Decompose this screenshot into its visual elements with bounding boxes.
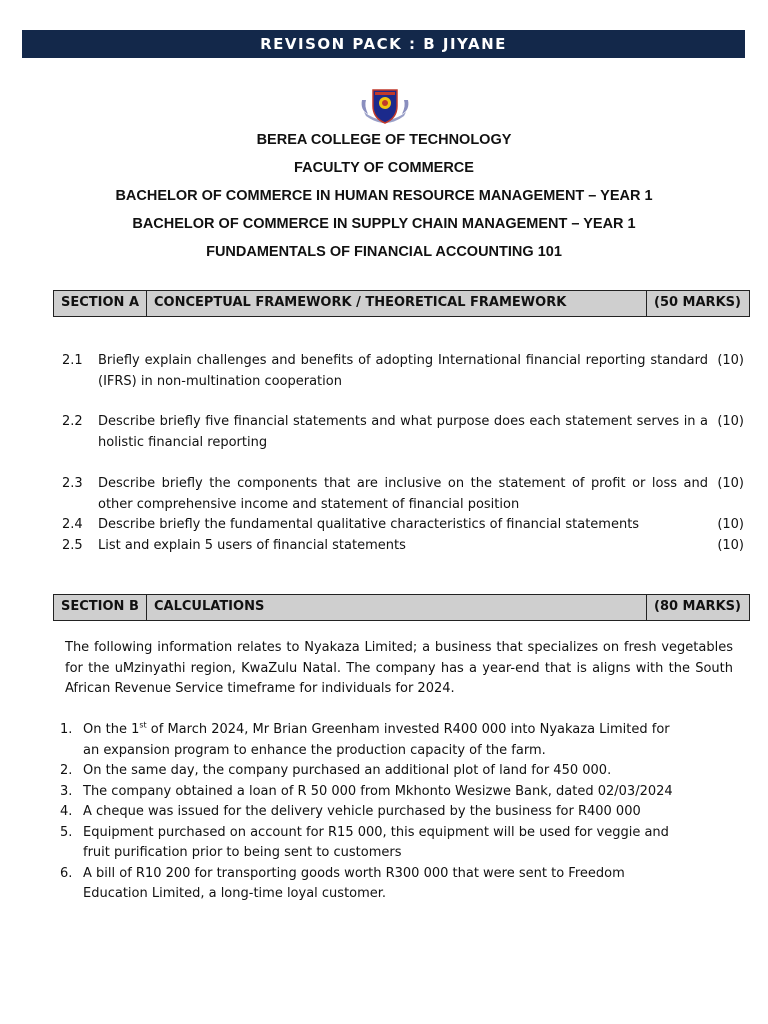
document-header — [0, 130, 768, 270]
section-a-header — [53, 290, 750, 317]
item-number: 3. — [60, 783, 73, 799]
section-a-marks: (50 MARKS) — [654, 295, 741, 310]
item-number: 6. — [60, 865, 73, 881]
ordinal-suffix: st — [139, 720, 147, 730]
question-number: 2.5 — [62, 538, 83, 553]
section-b-marks: (80 MARKS) — [654, 599, 741, 614]
transaction-list — [60, 720, 690, 905]
list-item — [60, 802, 690, 823]
item-text: A cheque was issued for the delivery vehicle purchased by the business for R400 000 — [83, 804, 641, 819]
faculty-name: FACULTY OF COMMERCE — [294, 160, 474, 176]
question-marks: (10) — [717, 414, 744, 429]
item-number: 1. — [60, 722, 73, 737]
question-text: Briefly explain challenges and benefits of adopting International financial reporting standard (IFRS) in non-multination cooperation — [98, 353, 708, 389]
question-2-1 — [62, 351, 746, 392]
item-text: The company obtained a loan of R 50 000 from Mkhonto Wesizwe Bank, dated 02/03/2024 — [83, 783, 673, 799]
question-marks: (10) — [717, 353, 744, 368]
question-text: Describe briefly the fundamental qualitative characteristics of financial statements — [98, 517, 640, 532]
section-a-title: CONCEPTUAL FRAMEWORK / THEORETICAL FRAMEWORK — [147, 291, 647, 316]
item-number: 2. — [60, 763, 73, 778]
section-b-intro: The following information relates to Nyakaza Limited; a business that specializes on fresh vegetables for the uMzinyathi region, KwaZulu Natal. The company has a year-end that is aligns with the South African Revenue Service timeframe for individuals for 2024. — [65, 640, 733, 696]
section-b-header — [53, 594, 750, 621]
question-text: Describe briefly the components that are inclusive on the statement of profit or loss and other comprehensive income and statement of financial position — [98, 476, 708, 512]
list-item — [60, 720, 690, 761]
question-number: 2.1 — [62, 353, 83, 368]
section-a-label: SECTION A — [54, 291, 147, 316]
question-marks: (10) — [717, 476, 744, 491]
question-marks: (10) — [717, 517, 744, 532]
institution-name: BEREA COLLEGE OF TECHNOLOGY — [256, 132, 512, 148]
item-text: A bill of R10 200 for transporting goods worth R300 000 that were sent to Freedom Education Limited, a long-time loyal customer. — [83, 865, 625, 901]
banner-title: REVISON PACK : B JIYANE — [22, 30, 745, 58]
question-number: 2.3 — [62, 476, 83, 491]
item-number: 5. — [60, 824, 73, 840]
question-text: List and explain 5 users of financial statements — [98, 538, 406, 553]
item-text — [83, 720, 683, 761]
question-2-3 — [62, 474, 746, 515]
question-number: 2.2 — [62, 414, 83, 429]
item-text: Equipment purchased on account for R15 000, this equipment will be used for veggie and fruit purification prior to being sent to customers — [83, 824, 669, 860]
programme-hrm: BACHELOR OF COMMERCE IN HUMAN RESOURCE MANAGEMENT – YEAR 1 — [115, 188, 653, 204]
question-2-5 — [62, 536, 746, 557]
list-item — [60, 761, 690, 782]
item-text-lead: On the 1 — [83, 722, 140, 737]
question-2-2 — [62, 412, 746, 453]
section-b-label: SECTION B — [54, 595, 147, 620]
question-2-4 — [62, 515, 746, 536]
module-name: FUNDAMENTALS OF FINANCIAL ACCOUNTING 101 — [206, 244, 562, 260]
item-text: On the same day, the company purchased an additional plot of land for 450 000. — [83, 763, 612, 778]
list-item — [60, 782, 690, 803]
college-crest-icon — [358, 84, 412, 126]
item-text-rest: of March 2024, Mr Brian Greenham invested R400 000 into Nyakaza Limited for an expansion program to enhance the production capacity of the farm. — [83, 722, 670, 758]
programme-scm: BACHELOR OF COMMERCE IN SUPPLY CHAIN MANAGEMENT – YEAR 1 — [132, 216, 636, 232]
question-number: 2.4 — [62, 517, 83, 532]
item-number: 4. — [60, 804, 73, 819]
list-item — [60, 864, 690, 905]
section-b-title: CALCULATIONS — [147, 595, 647, 620]
question-text: Describe briefly five financial statements and what purpose does each statement serves in a holistic financial reporting — [98, 414, 708, 450]
question-marks: (10) — [717, 538, 744, 553]
list-item — [60, 823, 690, 864]
